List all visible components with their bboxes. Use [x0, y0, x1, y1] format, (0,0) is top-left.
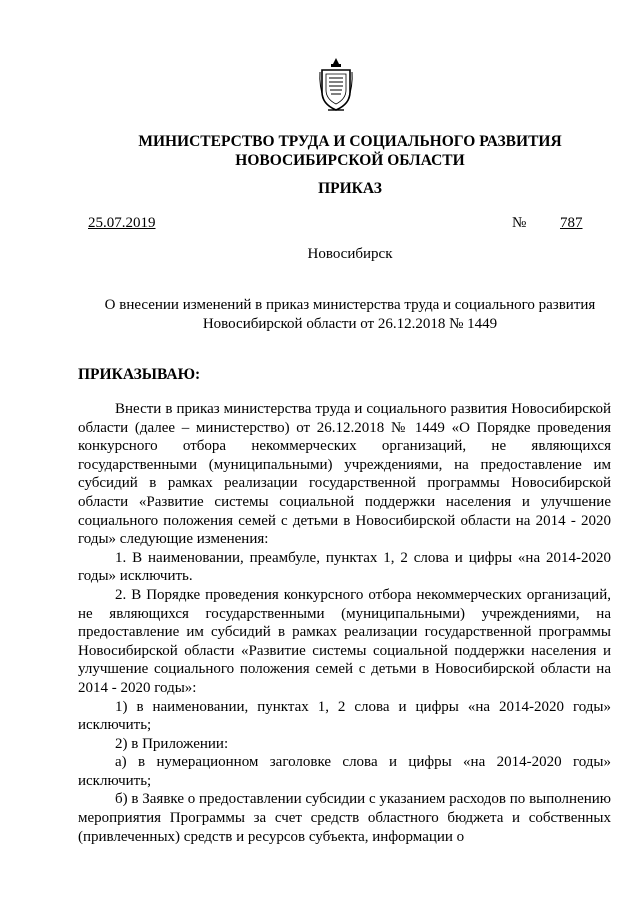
paragraph-subitem-b: б) в Заявке о предоставлении субсидии с указанием расходов по выполнению мероприятия Программы за счет средств областного бюджета и собственных (привлеченных) средств и ресурсов субъекта, информации о: [78, 791, 611, 845]
paragraph-item-2: 2. В Порядке проведения конкурсного отбора некоммерческих организаций, не являющихся государственными (муниципальными) учреждениями, на предоставление им субсидий в рамках реализации государственной программы Новосибирской области «Развитие системы социальной поддержки населения и улучшение социального положения семей с детьми в Новосибирской области на 2014 - 2020 годы»:: [78, 586, 611, 696]
subject-line2: Новосибирской области от 26.12.2018 № 1449: [202, 316, 498, 332]
coat-of-arms-icon: [318, 56, 354, 114]
paragraph-subitem-1: 1) в наименовании, пунктах 1, 2 слова и цифры «на 2014-2020 годы» исключить;: [78, 698, 611, 734]
paragraph-subitem-a: а) в нумерационном заголовке слова и цифры «на 2014-2020 годы» исключить;: [78, 754, 611, 789]
order-subject: [60, 296, 640, 334]
ministry-name-line2: НОВОСИБИРСКОЙ ОБЛАСТИ: [235, 152, 465, 169]
paragraph-subitem-2: 2) в Приложении:: [115, 735, 229, 752]
paragraph-item-1: 1. В наименовании, преамбуле, пунктах 1, 2 слова и цифры «на 2014-2020 годы» исключить.: [78, 549, 611, 585]
ministry-name: [60, 132, 640, 170]
paragraph-intro: Внести в приказ министерства труда и социального развития Новосибирской области (далее – министерство) от 26.12.2018 № 1449 «О Порядке проведения конкурсного отбора некоммерческих организаций, не являющихся государственными (муниципальными) учреждениями, на предоставление им субсидий в рамках реализации государственной программы Новосибирской области «Развитие системы социальной поддержки населения и улучшение социального положения семей с детьми в Новосибирской области на 2014 - 2020 годы» следующие изменения:: [78, 401, 611, 548]
ministry-name-line1: МИНИСТЕРСТВО ТРУДА И СОЦИАЛЬНОГО РАЗВИТИЯ: [138, 133, 562, 150]
order-date: 25.07.2019: [88, 215, 156, 231]
order-number: 787: [560, 215, 583, 231]
city-name: Новосибирск: [307, 246, 393, 262]
subject-line1: О внесении изменений в приказ министерства труда и социального развития: [104, 297, 596, 313]
document-body: [78, 400, 611, 846]
document-type-title: ПРИКАЗ: [318, 180, 382, 197]
number-sign: №: [512, 215, 527, 231]
decree-heading: ПРИКАЗЫВАЮ:: [78, 366, 201, 383]
